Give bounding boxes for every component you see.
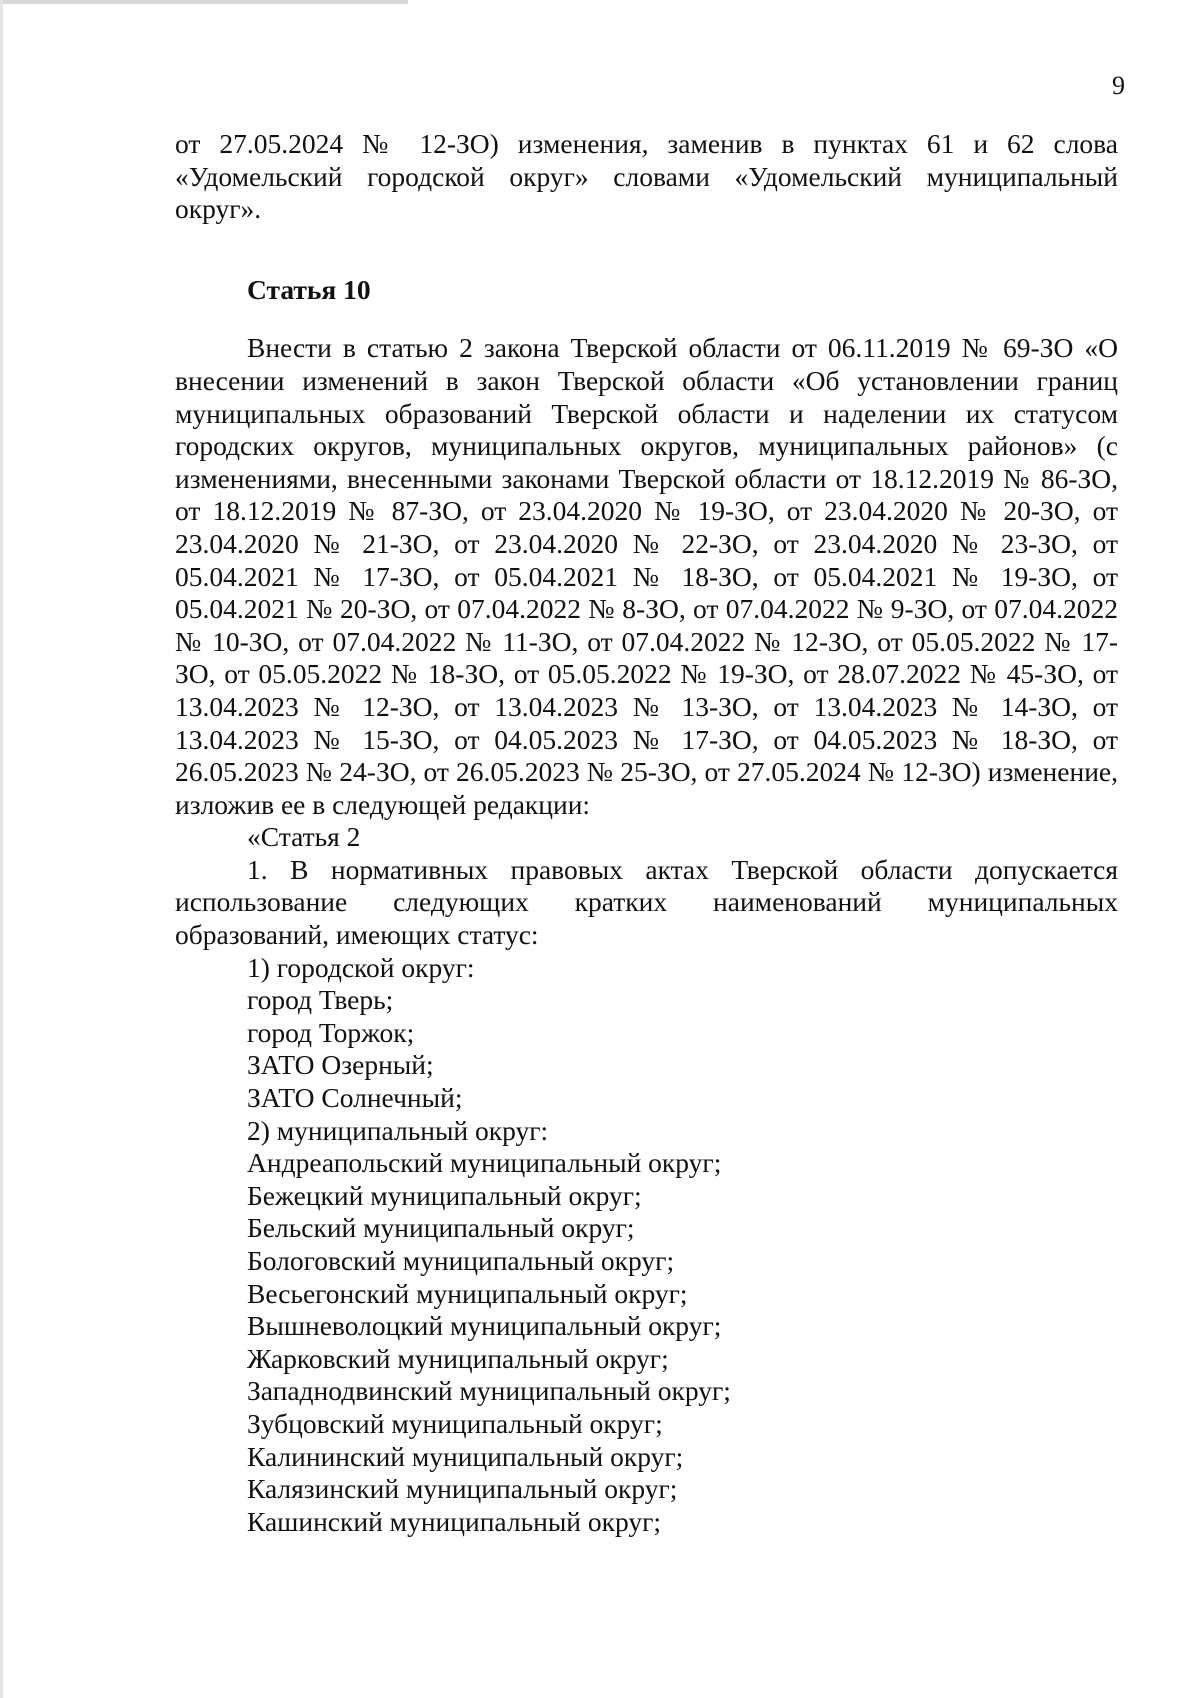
document-body (175, 128, 1118, 1538)
list-item: Калязинский муниципальный округ; (247, 1473, 678, 1505)
article-10-body: Внести в статью 2 закона Тверской области от 06.11.2019 № 69-ЗО «О внесении изменений в закон Тверской области «Об установлении границ муниципальных образований Тверской области и наделении их статусом городских округов, муниципальных округов, муниципальных районов» (с изменениями, внесенными законами Тверской области от 18.12.2019 № 86-ЗО, от 18.12.2019 № 87-ЗО, от 23.04.2020 № 19-ЗО, от 23.04.2020 № 20-ЗО, от 23.04.2020 № 21-ЗО, от 23.04.2020 № 22-ЗО, от 23.04.2020 № 23-ЗО, от 05.04.2021 № 17-ЗО, от 05.04.2021 № 18-ЗО, от 05.04.2021 № 19-ЗО, от 05.04.2021 № 20-ЗО, от 07.04.2022 № 8-ЗО, от 07.04.2022 № 9-ЗО, от 07.04.2022 № 10-ЗО, от 07.04.2022 № 11-ЗО, от 07.04.2022 № 12-ЗО, от 05.05.2022 № 17-ЗО, от 05.05.2022 № 18-ЗО, от 05.05.2022 № 19-ЗО, от 28.07.2022 № 45-ЗО, от 13.04.2023 № 12-ЗО, от 13.04.2023 № 13-ЗО, от 13.04.2023 № 14-ЗО, от 13.04.2023 № 15-ЗО, от 04.05.2023 № 17-ЗО, от 04.05.2023 № 18-ЗО, от 26.05.2023 № 24-ЗО, от 26.05.2023 № 25-ЗО, от 27.05.2024 № 12-ЗО) изменение, изложив ее в следующей редакции: (175, 332, 1118, 820)
list-item: Весьегонский муниципальный округ; (247, 1277, 688, 1309)
scan-edge-left (0, 0, 3, 1698)
list-item: Калининский муниципальный округ; (247, 1440, 684, 1472)
new-article-heading: «Статья 2 (247, 821, 361, 853)
list-item: Бологовский муниципальный округ; (247, 1245, 675, 1276)
list-item: город Тверь; (247, 984, 394, 1016)
article-10-heading: Статья 10 (247, 273, 371, 305)
list-item: Жарковский муниципальный округ; (247, 1342, 669, 1374)
list-item: Зубцовский муниципальный округ; (247, 1407, 663, 1439)
list-item: Андреапольский муниципальный округ; (247, 1147, 722, 1179)
intro-paragraph: от 27.05.2024 № 12-ЗО) изменения, заменив в пунктах 61 и 62 слова «Удомельский городской округ» словами «Удомельский муниципальный округ». (175, 128, 1118, 225)
list-item: город Торжок; (247, 1016, 415, 1048)
list-item: Вышневолоцкий муниципальный округ; (247, 1310, 722, 1342)
list-item: Кашинский муниципальный округ; (247, 1505, 662, 1537)
scan-edge-top (0, 0, 1200, 4)
list-item: Западнодвинский муниципальный округ; (247, 1375, 731, 1407)
list-item: ЗАТО Солнечный; (247, 1082, 463, 1114)
point-1-paragraph: 1. В нормативных правовых актах Тверской области допускается использование следующих кратких наименований муниципальных образований, имеющих статус: (175, 853, 1118, 951)
municipal-district-label: 2) муниципальный округ: (247, 1114, 549, 1146)
page-number: 9 (1112, 71, 1125, 100)
list-item: Бельский муниципальный округ; (247, 1212, 635, 1244)
list-item: Бежецкий муниципальный округ; (247, 1179, 642, 1211)
urban-district-label: 1) городской округ: (247, 951, 475, 983)
list-item: ЗАТО Озерный; (247, 1049, 434, 1081)
